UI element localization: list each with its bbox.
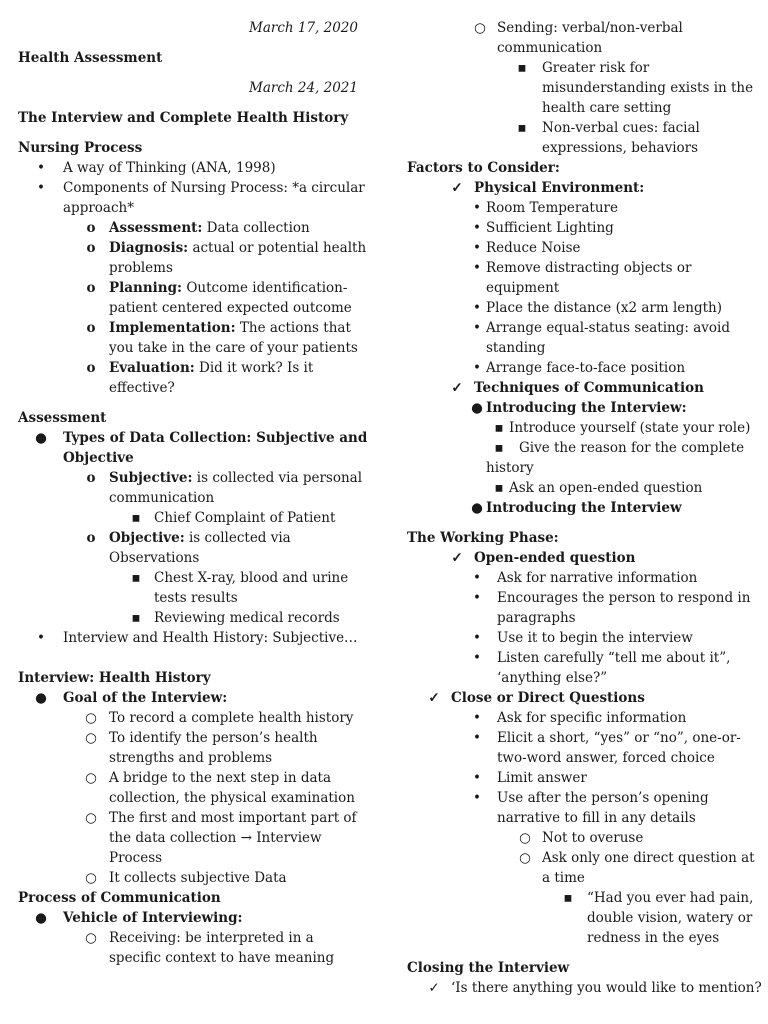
list-item: o Evaluation: Did it work? Is it effective? bbox=[86, 360, 314, 396]
list-item: o Subjective: is collected via personal communication bbox=[86, 470, 363, 506]
list-item: • Ask for specific information bbox=[473, 710, 687, 726]
list-item: o Planning: Outcome identification- patient centered expected outcome bbox=[86, 280, 352, 316]
list-item: • Arrange face-to-face position bbox=[473, 360, 686, 376]
list-item: • Limit answer bbox=[473, 770, 587, 786]
list-item: ▪ Non-verbal cues: facial expressions, behaviors bbox=[517, 120, 700, 156]
working-phase-heading: The Working Phase: bbox=[407, 530, 559, 546]
list-item: ○ Ask only one direct question at a time bbox=[519, 850, 755, 886]
list-item: • Sufficient Lighting bbox=[473, 220, 614, 236]
list-item: o Implementation: The actions that you take in the care of your patients bbox=[86, 320, 358, 356]
list-item: ○ A bridge to the next step in data collection, the physical examination bbox=[85, 770, 355, 806]
date-1: March 17, 2020 bbox=[249, 20, 358, 36]
list-item: • Elicit a short, “yes” or “no”, one-or-two-word answer, forced choice bbox=[473, 730, 741, 766]
nursing-process-heading: Nursing Process bbox=[18, 140, 143, 156]
left-column bbox=[18, 18, 368, 968]
list-item: ▪ Chest X-ray, blood and urine tests results bbox=[131, 570, 349, 606]
list-item: ○ To identify the person’s health strengths and problems bbox=[85, 730, 318, 766]
list-item: • Encourages the person to respond in paragraphs bbox=[473, 590, 751, 626]
list-item: • A way of Thinking (ANA, 1998) bbox=[37, 160, 276, 176]
list-item: • Listen carefully “tell me about it”, ‘anything else?” bbox=[473, 650, 731, 686]
list-item: ▪ Reviewing medical records bbox=[131, 610, 340, 626]
list-item: o Assessment: Data collection bbox=[86, 220, 310, 236]
list-item: ○ The first and most important part of the data collection → Interview Process bbox=[85, 810, 357, 866]
right-column bbox=[407, 18, 762, 998]
list-item: ● Goal of the Interview: bbox=[35, 690, 228, 706]
list-item: ○ To record a complete health history bbox=[85, 710, 354, 726]
list-item: ✓ Physical Environment: bbox=[451, 180, 645, 196]
list-item: • Reduce Noise bbox=[473, 240, 581, 256]
list-item: • Components of Nursing Process: *a circular approach* bbox=[37, 180, 365, 216]
list-item: ▪ Greater risk for misunderstanding exists in the health care setting bbox=[517, 60, 754, 116]
list-item: ○ It collects subjective Data bbox=[85, 870, 287, 886]
document-title: Health Assessment bbox=[18, 50, 163, 66]
list-item: ▪ Chief Complaint of Patient bbox=[131, 510, 336, 526]
list-item: o Diagnosis: actual or potential health problems bbox=[86, 240, 367, 276]
list-item: ✓ Open-ended question bbox=[451, 550, 636, 566]
list-item: ○ Sending: verbal/non-verbal communication bbox=[474, 20, 683, 56]
list-item: • Place the distance (x2 arm length) bbox=[473, 300, 722, 316]
list-item: ● Introducing the Interview bbox=[471, 500, 682, 516]
list-item: • Use after the person’s opening narrative to fill in any details bbox=[473, 790, 709, 826]
list-item: ● Vehicle of Interviewing: bbox=[35, 910, 243, 926]
list-item: • Interview and Health History: Subjective… bbox=[37, 630, 358, 646]
list-item: ▪ “Had you ever had pain, double vision, watery or redness in the eyes bbox=[563, 890, 754, 946]
interview-main-heading: The Interview and Complete Health History bbox=[18, 110, 349, 126]
date-2: March 24, 2021 bbox=[249, 80, 358, 96]
list-item: ● Introducing the Interview: bbox=[471, 400, 687, 416]
factors-heading: Factors to Consider: bbox=[407, 160, 560, 176]
assessment-heading: Assessment bbox=[18, 410, 107, 426]
list-item: • Ask for narrative information bbox=[473, 570, 698, 586]
list-item: • Arrange equal-status seating: avoid standing bbox=[473, 320, 730, 356]
list-item: ● Types of Data Collection: Subjective and Objective bbox=[35, 430, 368, 466]
list-item: o Objective: is collected via Observations bbox=[86, 530, 291, 566]
list-item: ▪ Give the reason for the complete history bbox=[486, 440, 745, 476]
list-item: ▪ Ask an open-ended question bbox=[494, 480, 703, 496]
list-item: ▪ Introduce yourself (state your role) bbox=[494, 420, 751, 436]
list-item: • Room Temperature bbox=[473, 200, 618, 216]
list-item: ○ Not to overuse bbox=[519, 830, 644, 846]
list-item: • Remove distracting objects or equipment bbox=[473, 260, 692, 296]
list-item: ✓ Close or Direct Questions bbox=[428, 690, 645, 706]
list-item: ✓ Techniques of Communication bbox=[451, 380, 704, 396]
closing-heading: Closing the Interview bbox=[407, 960, 570, 976]
interview-heading: Interview: Health History bbox=[18, 670, 211, 686]
list-item: ○ Receiving: be interpreted in a specific context to have meaning bbox=[85, 930, 335, 966]
list-item: • Use it to begin the interview bbox=[473, 630, 693, 646]
list-item: ✓ ‘Is there anything you would like to mention? bbox=[428, 980, 762, 996]
process-heading: Process of Communication bbox=[18, 890, 221, 906]
